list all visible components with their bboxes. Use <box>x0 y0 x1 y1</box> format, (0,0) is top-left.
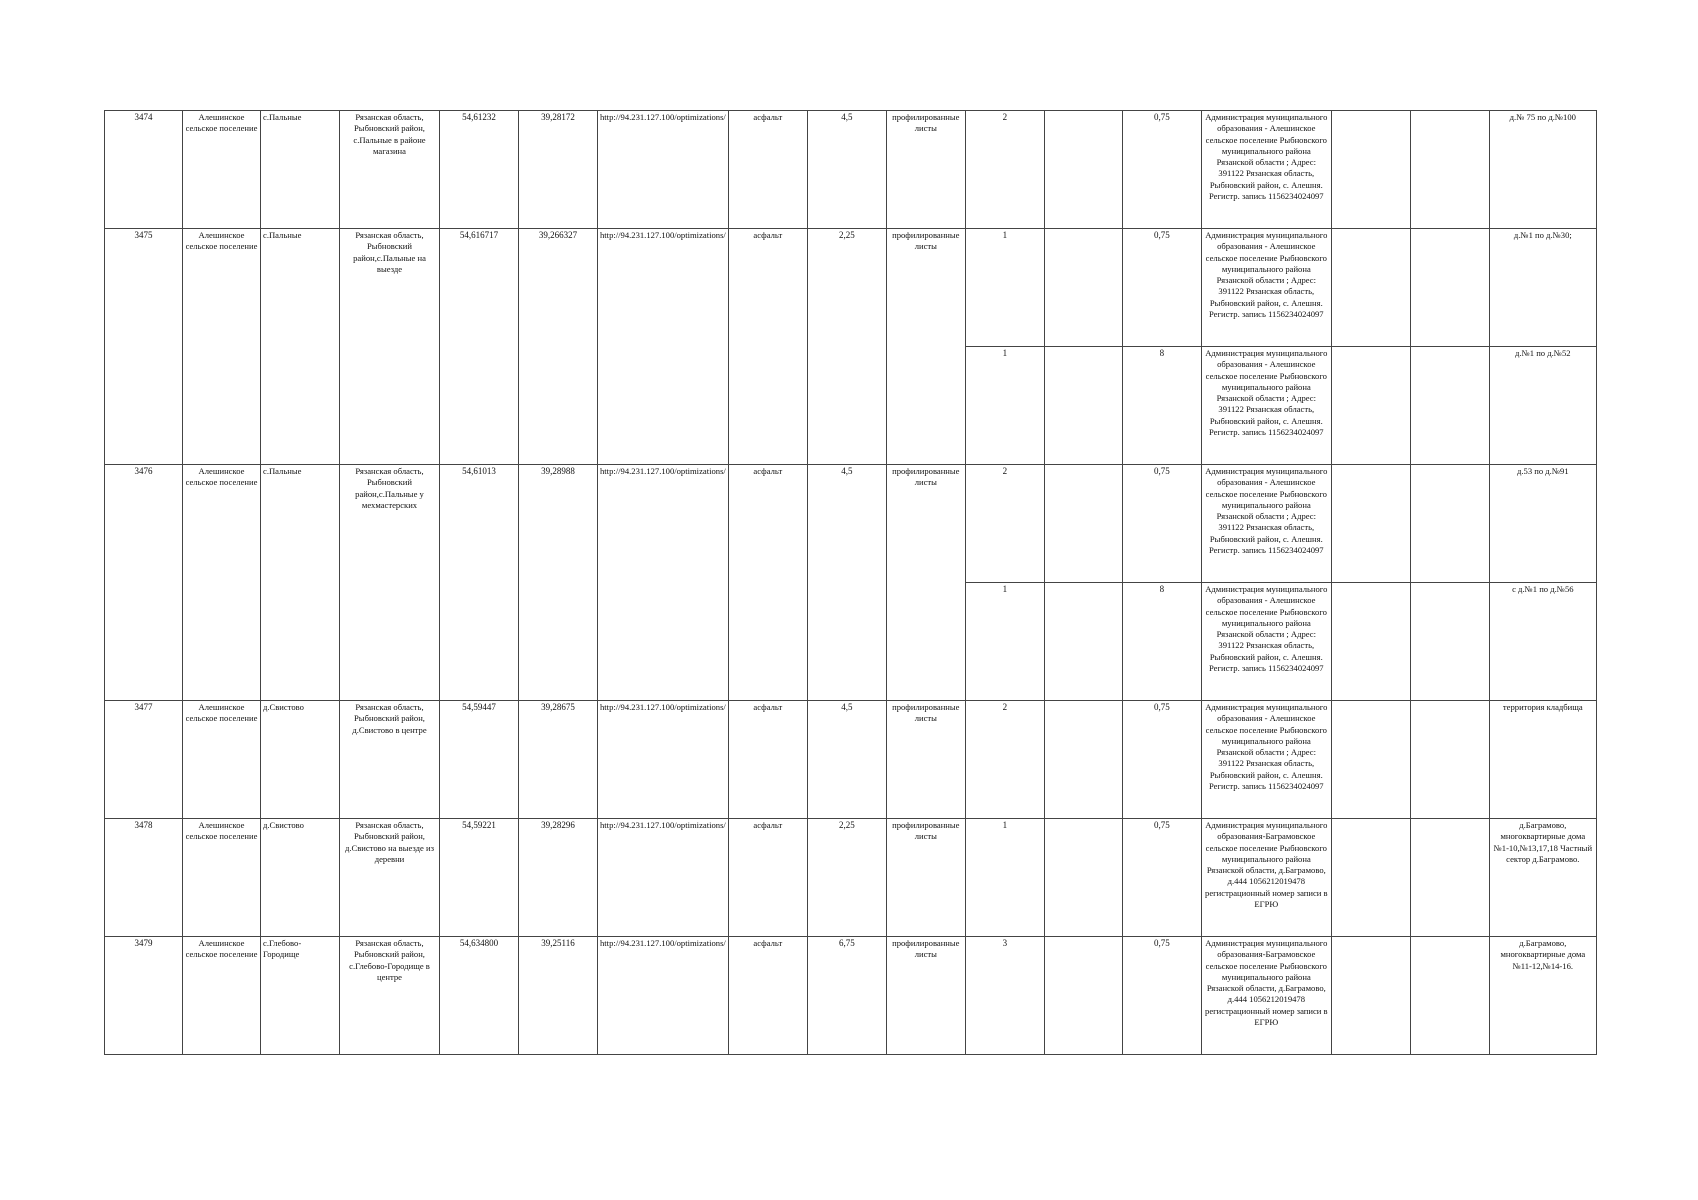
cell-latitude: 54,634800 <box>440 937 519 1055</box>
cell-container-count: 3 <box>965 937 1044 1055</box>
cell-sources: д.№1 по д.№30; <box>1489 229 1596 347</box>
cell-settlement: Алешинское сельское поселение <box>183 937 261 1055</box>
cell-container-count: 2 <box>965 465 1044 583</box>
cell-empty <box>1331 465 1410 583</box>
cell-empty <box>1331 937 1410 1055</box>
cell-settlement: Алешинское сельское поселение <box>183 229 261 465</box>
table-row <box>105 465 1597 583</box>
cell-container-count: 1 <box>965 819 1044 937</box>
registry-table <box>104 110 1597 1055</box>
cell-latitude: 54,616717 <box>440 229 519 465</box>
cell-container-count: 1 <box>965 229 1044 347</box>
cell-latitude: 54,59221 <box>440 819 519 937</box>
cell-fence: профилированные листы <box>886 701 965 819</box>
cell-surface: асфальт <box>728 111 807 229</box>
cell-longitude: 39,25116 <box>519 937 598 1055</box>
cell-address: Рязанская область, Рыбновский район,с.Пальные на выезде <box>340 229 440 465</box>
cell-owner: Администрация муниципального образования - Алешинское сельское поселение Рыбновского муниципального района Рязанской области ; Адрес: 391122 Рязанская область, Рыбновский район, с. Алешня. Регистр. запись 1156234024097 <box>1201 701 1331 819</box>
table-row <box>105 701 1597 819</box>
cell-surface: асфальт <box>728 819 807 937</box>
cell-fence: профилированные листы <box>886 111 965 229</box>
cell-empty <box>1044 229 1122 347</box>
cell-sources: с д.№1 по д.№56 <box>1489 583 1596 701</box>
cell-volume: 8 <box>1122 583 1201 701</box>
table-row <box>105 819 1597 937</box>
cell-owner: Администрация муниципального образования-Баграмовское сельское поселение Рыбновского муниципального района Рязанской области, д.Баграмово, д.444 1056212019478 регистрационный номер записи в ЕГРЮ <box>1201 819 1331 937</box>
cell-id: 3476 <box>105 465 183 701</box>
cell-settlement: Алешинское сельское поселение <box>183 111 261 229</box>
cell-fence: профилированные листы <box>886 937 965 1055</box>
cell-container-count: 1 <box>965 347 1044 465</box>
cell-volume: 0,75 <box>1122 465 1201 583</box>
cell-empty <box>1410 937 1489 1055</box>
cell-surface: асфальт <box>728 465 807 701</box>
table-row <box>105 937 1597 1055</box>
cell-surface: асфальт <box>728 701 807 819</box>
cell-url: http://94.231.127.100/optimizations/ <box>598 111 729 229</box>
cell-container-count: 1 <box>965 583 1044 701</box>
cell-empty <box>1410 701 1489 819</box>
table-row <box>105 111 1597 229</box>
cell-owner: Администрация муниципального образования - Алешинское сельское поселение Рыбновского муниципального района Рязанской области ; Адрес: 391122 Рязанская область, Рыбновский район, с. Алешня. Регистр. запись 1156234024097 <box>1201 583 1331 701</box>
cell-longitude: 39,28172 <box>519 111 598 229</box>
cell-address: Рязанская область, Рыбновский район,с.Пальные у мехмастерских <box>340 465 440 701</box>
cell-owner: Администрация муниципального образования - Алешинское сельское поселение Рыбновского муниципального района Рязанской области ; Адрес: 391122 Рязанская область, Рыбновский район, с. Алешня. Регистр. запись 1156234024097 <box>1201 111 1331 229</box>
cell-surface: асфальт <box>728 937 807 1055</box>
cell-locality: с.Глебово-Городище <box>261 937 340 1055</box>
cell-area: 4,5 <box>807 465 886 701</box>
cell-locality: с.Пальные <box>261 229 340 465</box>
cell-empty <box>1044 701 1122 819</box>
cell-empty <box>1410 583 1489 701</box>
cell-locality: д.Свистово <box>261 701 340 819</box>
cell-empty <box>1331 229 1410 347</box>
cell-sources: д.№1 по д.№52 <box>1489 347 1596 465</box>
cell-latitude: 54,61013 <box>440 465 519 701</box>
cell-container-count: 2 <box>965 701 1044 819</box>
cell-volume: 0,75 <box>1122 229 1201 347</box>
cell-empty <box>1331 347 1410 465</box>
cell-latitude: 54,59447 <box>440 701 519 819</box>
cell-longitude: 39,28675 <box>519 701 598 819</box>
cell-empty <box>1044 937 1122 1055</box>
cell-volume: 0,75 <box>1122 701 1201 819</box>
cell-id: 3478 <box>105 819 183 937</box>
cell-empty <box>1410 465 1489 583</box>
cell-empty <box>1044 583 1122 701</box>
cell-volume: 0,75 <box>1122 819 1201 937</box>
cell-address: Рязанская область, Рыбновский район, д.Свистово в центре <box>340 701 440 819</box>
cell-owner: Администрация муниципального образования - Алешинское сельское поселение Рыбновского муниципального района Рязанской области ; Адрес: 391122 Рязанская область, Рыбновский район, с. Алешня. Регистр. запись 1156234024097 <box>1201 465 1331 583</box>
cell-empty <box>1044 819 1122 937</box>
cell-empty <box>1410 111 1489 229</box>
cell-empty <box>1331 583 1410 701</box>
cell-empty <box>1331 111 1410 229</box>
cell-owner: Администрация муниципального образования - Алешинское сельское поселение Рыбновского муниципального района Рязанской области ; Адрес: 391122 Рязанская область, Рыбновский район, с. Алешня. Регистр. запись 1156234024097 <box>1201 229 1331 347</box>
cell-locality: д.Свистово <box>261 819 340 937</box>
cell-longitude: 39,28988 <box>519 465 598 701</box>
cell-empty <box>1410 347 1489 465</box>
cell-surface: асфальт <box>728 229 807 465</box>
cell-area: 4,5 <box>807 111 886 229</box>
cell-latitude: 54,61232 <box>440 111 519 229</box>
cell-empty <box>1044 111 1122 229</box>
cell-locality: с.Пальные <box>261 111 340 229</box>
cell-settlement: Алешинское сельское поселение <box>183 819 261 937</box>
cell-area: 2,25 <box>807 229 886 465</box>
cell-id: 3474 <box>105 111 183 229</box>
cell-fence: профилированные листы <box>886 819 965 937</box>
cell-url: http://94.231.127.100/optimizations/ <box>598 229 729 465</box>
cell-area: 2,25 <box>807 819 886 937</box>
cell-address: Рязанская область, Рыбновский район, с.Глебово-Городище в центре <box>340 937 440 1055</box>
cell-fence: профилированные листы <box>886 229 965 465</box>
cell-url: http://94.231.127.100/optimizations/ <box>598 465 729 701</box>
cell-volume: 0,75 <box>1122 111 1201 229</box>
cell-owner: Администрация муниципального образования - Алешинское сельское поселение Рыбновского муниципального района Рязанской области ; Адрес: 391122 Рязанская область, Рыбновский район, с. Алешня. Регистр. запись 1156234024097 <box>1201 347 1331 465</box>
cell-address: Рязанская область, Рыбновский район, с.Пальные в районе магазина <box>340 111 440 229</box>
cell-longitude: 39,28296 <box>519 819 598 937</box>
cell-area: 4,5 <box>807 701 886 819</box>
cell-empty <box>1410 819 1489 937</box>
cell-empty <box>1044 465 1122 583</box>
cell-locality: с.Пальные <box>261 465 340 701</box>
cell-sources: территория кладбища <box>1489 701 1596 819</box>
cell-settlement: Алешинское сельское поселение <box>183 465 261 701</box>
cell-url: http://94.231.127.100/optimizations/ <box>598 701 729 819</box>
cell-url: http://94.231.127.100/optimizations/ <box>598 819 729 937</box>
cell-volume: 8 <box>1122 347 1201 465</box>
cell-container-count: 2 <box>965 111 1044 229</box>
cell-owner: Администрация муниципального образования-Баграмовское сельское поселение Рыбновского муниципального района Рязанской области, д.Баграмово, д.444 1056212019478 регистрационный номер записи в ЕГРЮ <box>1201 937 1331 1055</box>
cell-volume: 0,75 <box>1122 937 1201 1055</box>
cell-sources: д.№ 75 по д.№100 <box>1489 111 1596 229</box>
cell-id: 3477 <box>105 701 183 819</box>
cell-id: 3475 <box>105 229 183 465</box>
cell-empty <box>1410 229 1489 347</box>
cell-empty <box>1044 347 1122 465</box>
cell-fence: профилированные листы <box>886 465 965 701</box>
cell-area: 6,75 <box>807 937 886 1055</box>
cell-longitude: 39,266327 <box>519 229 598 465</box>
cell-id: 3479 <box>105 937 183 1055</box>
cell-sources: д.Баграмово, многоквартирные дома №1-10,№13,17,18 Частный сектор д.Баграмово. <box>1489 819 1596 937</box>
cell-url: http://94.231.127.100/optimizations/ <box>598 937 729 1055</box>
cell-settlement: Алешинское сельское поселение <box>183 701 261 819</box>
cell-sources: д.Баграмово, многоквартирные дома №11-12,№14-16. <box>1489 937 1596 1055</box>
cell-address: Рязанская область, Рыбновский район, д.Свистово на выезде из деревни <box>340 819 440 937</box>
table-row <box>105 229 1597 347</box>
cell-empty <box>1331 819 1410 937</box>
cell-empty <box>1331 701 1410 819</box>
cell-sources: д.53 по д.№91 <box>1489 465 1596 583</box>
